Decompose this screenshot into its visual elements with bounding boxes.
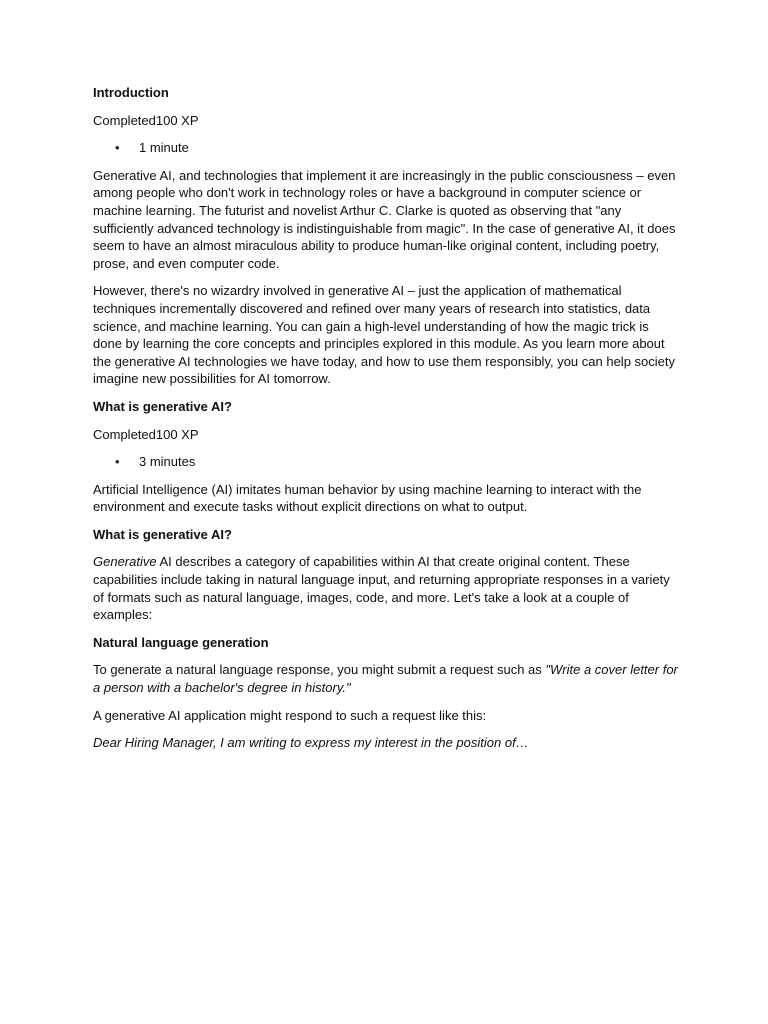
- duration-list: [93, 453, 678, 471]
- list-item: [93, 453, 678, 471]
- paragraph: However, there's no wizardry involved in generative AI – just the application of mathematical techniques incrementally discovered and refined over many years of research into statistics, data science, and machine learning. You can gain a high-level understanding of how the magic trick is done by learning the core concepts and principles explored in this module. As you learn more about the generative AI technologies we have today, and how to use them responsibly, you can help society imagine new possibilities for AI tomorrow.: [93, 283, 675, 387]
- section-heading-introduction: Introduction: [93, 85, 169, 100]
- paragraph-text: To generate a natural language response, you might submit a request such as: [93, 662, 546, 678]
- bullet-icon: •: [115, 140, 120, 156]
- paragraph: [93, 553, 678, 623]
- duration-text: 1 minute: [139, 140, 189, 156]
- section-heading-what-is-generative-ai: What is generative AI?: [93, 526, 232, 542]
- paragraph: Artificial Intelligence (AI) imitates human behavior by using machine learning to interact with the environment and execute tasks without explicit directions on what to output.: [93, 481, 642, 515]
- paragraph-text: AI describes a category of capabilities within AI that create original content. These capabilities include taking in natural language input, and returning appropriate responses in a variety of formats such as natural language, images, code, and more. Let's take a look at a couple of examples:: [93, 554, 670, 623]
- document-page: [93, 84, 678, 762]
- bullet-icon: •: [115, 454, 120, 470]
- example-response: Dear Hiring Manager, I am writing to express my interest in the position of…: [93, 735, 529, 751]
- example-prompt: "Write a cover letter for a person with a bachelor's degree in history.": [93, 662, 678, 696]
- emphasis-text: Generative: [93, 554, 157, 570]
- completion-status: Completed100 XP: [93, 426, 199, 442]
- section-heading-what-is-generative-ai: What is generative AI?: [93, 398, 232, 414]
- section-heading-natural-language-generation: Natural language generation: [93, 634, 269, 650]
- paragraph: Generative AI, and technologies that implement it are increasingly in the public consciousness – even among people who don't work in technology roles or have a background in computer science or machine learning. The futurist and novelist Arthur C. Clarke is quoted as observing that "any sufficiently advanced technology is indistinguishable from magic". In the case of generative AI, it does seem to have an almost miraculous ability to produce human-like original content, including poetry, prose, and even computer code.: [93, 167, 676, 271]
- paragraph: [93, 661, 678, 696]
- completion-status: Completed100 XP: [93, 112, 199, 128]
- list-item: [93, 139, 678, 157]
- paragraph: A generative AI application might respond to such a request like this:: [93, 707, 487, 723]
- duration-text: 3 minutes: [139, 454, 196, 470]
- duration-list: [93, 139, 678, 157]
